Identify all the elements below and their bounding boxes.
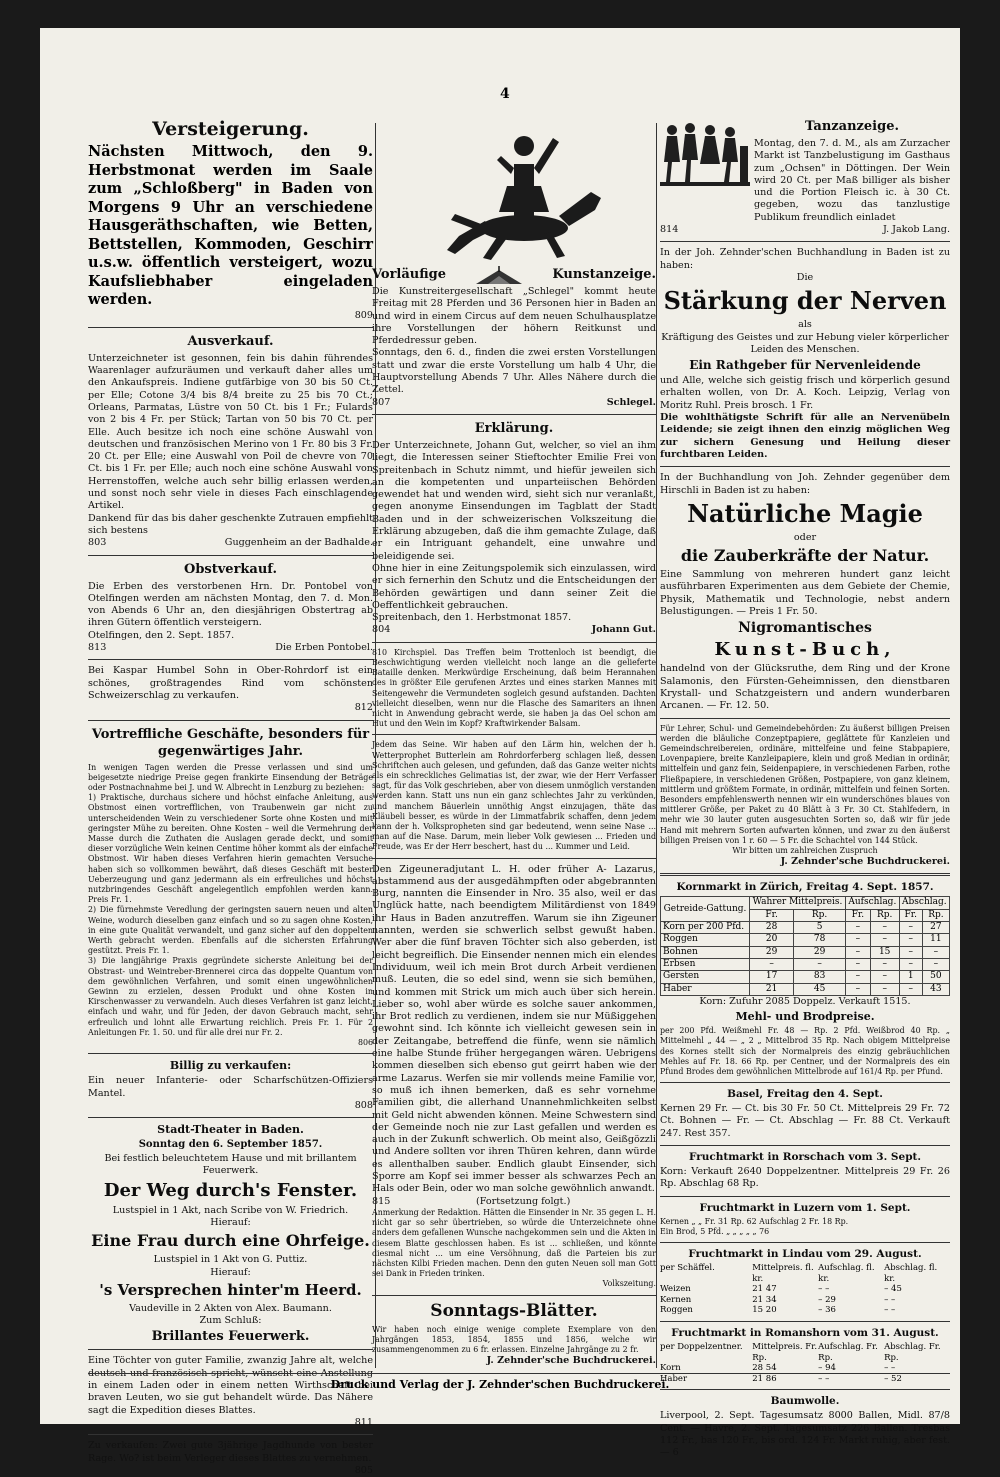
magie-intro: In der Buchhandlung von Joh. Zehnder gegenüber dem Hirschli in Baden ist zu haben:	[660, 472, 950, 496]
mehl-body: per 200 Pfd. Weißmehl Fr. 48 — Rp. 2 Pfd. Weißbrod 40 Rp. „ Mittelmehl „ 44 — „ 2 „ Mittelbrod 35 Rp. Nach obigem Mittelpreise des Kornes stellt sich der Normalpreis des einzig gebräuchlichen Mehles auf Fr. 18. 66 Rp. per Centner, und der Normalpreis des ein Pfund Brodes dem gewöhnlichen Mittelbrode auf 161/4 Rp. per Pfund.	[660, 1026, 950, 1076]
geschaefte-num: 806	[357, 1038, 373, 1047]
staerkung-bold: Die wohlthätigste Schrift für alle an Nervenübeln Leidende; sie zeigt ihnen den einzig möglichen Weg zur sichern Genesung und Heilung dieser furchtbaren Leiden.	[660, 412, 950, 460]
market-cell: – –	[884, 1305, 896, 1316]
magie-kunst: Kunst-Buch,	[714, 639, 896, 661]
versteigerung-title: Versteigerung.	[152, 118, 309, 140]
kunst-title-b: Kunstanzeige.	[552, 267, 656, 282]
grain-cell: 28	[750, 922, 794, 934]
market-header-cell: Abschlag. Fr. Rp.	[884, 1341, 941, 1363]
ad-kunst	[372, 116, 656, 409]
kunst-num: 807	[372, 396, 391, 408]
ad-erklaerung	[372, 420, 656, 637]
ad-jagd	[88, 1440, 373, 1477]
ad-obstverkauf	[88, 561, 373, 655]
subheader: Rp.	[922, 909, 949, 921]
table-row	[661, 958, 950, 970]
hierauf-1: Hierauf:	[210, 1216, 251, 1228]
erklaerung-body: Der Unterzeichnete, Johann Gut, welcher, so viel an ihm liegt, die Interessen seiner Stieftochter Emilie Frei von Spreitenbach in Schutz nimmt, und hiefür jeweilen sich an die kompetenten und unparteiischen Behörden gewendet hat und wenden wird, sieht sich nur veranlaßt, gegen anonyme Einsendungen im Tagblatt der Stadt Baden und in der schweizerischen Volkszeitung die Erklärung abzugeben, daß die ihm gemachte Zulage, daß er ein Intriguant gehandelt, eine unwahre und beleidigende sei.	[372, 439, 656, 562]
grain-cell: –	[846, 971, 871, 983]
market-header-cell: per Schäffel.	[660, 1263, 715, 1274]
grain-cell: –	[846, 934, 871, 946]
geschaefte-intro: In wenigen Tagen werden die Presse verlassen und sind um beigesetzte niedrige Preise gegen frankirte Einsendung der Beträge oder Postnachnahme bei J. und W. Albrecht in Lenzburg zu beziehen:	[88, 762, 373, 792]
grain-cell: –	[750, 958, 794, 970]
erklaerung-num: 804	[372, 624, 391, 636]
grain-name: Korn per 200 Pfd.	[661, 922, 750, 934]
grain-cell: 27	[922, 922, 949, 934]
romanshorn-title: Fruchtmarkt in Romanshorn vom 31. August.	[671, 1326, 939, 1339]
column-3	[660, 116, 950, 1460]
play2-sub: Lustspiel in 1 Akt von G. Puttiz.	[153, 1254, 308, 1266]
theater-date: Sonntag den 6. September 1857.	[138, 1139, 323, 1151]
subheader: Fr.	[846, 909, 871, 921]
market-cell: 21 86	[752, 1373, 777, 1384]
grain-cell: 45	[794, 983, 846, 995]
ad-sonntags	[372, 1301, 656, 1368]
staerkung-rath: Ein Rathgeber für Nervenleidende	[689, 358, 921, 373]
grain-cell: 21	[750, 983, 794, 995]
theater-intro: Bei festlich beleuchtetem Hause und mit brillantem Feuerwerk.	[104, 1153, 357, 1177]
magie-nigro: Nigromantisches	[738, 620, 872, 637]
kornmarkt-title: Kornmarkt in Zürich, Freitag 4. Sept. 1857.	[676, 881, 934, 894]
staerkung-die: Die	[796, 271, 814, 283]
magie-body2: handelnd von der Glücksruthe, dem Ring und der Krone Salamonis, den Fürsten-Geheimnissen, den dienstbaren Krystall- und Schatzgeistern und andern wunderbaren Arcanen. — Fr. 12. 50.	[660, 663, 950, 712]
luzern-row: Ein Brod, 5 Pfd. „ „ „ „ „ 76	[660, 1226, 770, 1236]
mehl-title: Mehl- und Brodpreise.	[735, 1010, 875, 1024]
subheader: Rp.	[794, 909, 846, 921]
market-cell: 21 47	[752, 1284, 777, 1295]
grain-name: Roggen	[661, 934, 750, 946]
market-cell: Korn	[660, 1363, 681, 1374]
sonntags-body: Wir haben noch einige wenige complete Exemplare von den Jahrgängen 1853, 1854, 1855 und 1856, welche wir zusammengenommen zu 6 fr. erlassen. Einzelne Jahrgänge zu 2 fr.	[372, 1324, 656, 1354]
play3-sub: Vaudeville in 2 Akten von Alex. Baumann.	[129, 1302, 332, 1314]
grain-cell: –	[922, 946, 949, 958]
table-row	[661, 934, 950, 946]
obstverkauf-sign: Die Erben Pontobel.	[275, 642, 373, 654]
tanz-body: Montag, den 7. d. M., als am Zurzacher Markt ist Tanzbelustigung im Gasthaus zum „Ochsen" in Döttingen. Der Wein wird 20 Ct. per Maß billiger als bisher und die Portion Fleisch ic. à 30 Ct. gegeben, wozu das tanzlustige Publikum freundlich einladet	[754, 138, 950, 223]
market-cell: Kernen	[660, 1294, 692, 1305]
market-cell: Roggen	[660, 1305, 693, 1316]
baumwolle-title: Baumwolle.	[770, 1395, 840, 1408]
billig-body: Ein neuer Infanterie- oder Scharfschützen-Offiziers Mantel.	[88, 1075, 373, 1099]
staerkung-als: als	[798, 319, 812, 331]
volkszeitung-sign: Volkszeitung.	[602, 1279, 656, 1289]
grain-cell: 5	[794, 922, 846, 934]
header-aufschlag: Aufschlag.	[846, 897, 900, 909]
erklaerung-sign: Johann Gut.	[591, 624, 656, 636]
tanz-sign: J. Jakob Lang.	[882, 224, 950, 236]
tochter-body: Eine Töchter von guter Familie, zwanzig Jahre alt, welche deutsch und französisch spricht, wünscht eine Anstellung in einem Laden oder in einem netten Wirthschaft bei braven Leuten, wo sie gut behandelt würde. Das Nähere sagt die Expedition dieses Blattes.	[88, 1355, 373, 1416]
zigeuner-text: Den Zigeuneradjutant L. H. oder früher A- Lazarus, abstammend aus der ausgedähmpften oder abgebrannten Burg, nannten die Einsender in Nro. 35 also, weil er das Unglück hatte, nach beendigtem Militärdienst von 1849 ihr Haus in Baden anzutreffen. Warum sie ihn Zigeuner nannten, werden sie schwerlich selbst gewußt haben. Wer aber die fünf braven Töchter sich also geberden, ist leicht begreiflich. Die Einsender nennen mich ein elendes Individuum, weil ich mein Brot durch Arbeit verdienen muß. Leuten, die so edel sind, wenn sie sich bemühen, und kommen mit Strick um mich auch über sich herein. Lieber so, wohl aber würde es solche sauer ankommen, ihr Brot redlich zu verdienen, indem sie nur Müßiggehen gewohnt sind. Ich könnte ich vielleicht gewesen sein in der Zeitangabe, betreffend die fünfe, wenn sie nämlich eine halbe Stunde früher hergegangen wären. Uebrigens kommen dieselben sich ebenso gut geirrt haben wie der arme Lazarus. Werfen sie mir vollends meine Familie vor, so muß ich ihnen bemerken, daß es sehr vornehme Familien gibt, die allerhand Unannehmlichkeiten selbst mit Geld nicht abwenden können. Meine Schwestern sind der Gemeinde noch nie zur Last gefallen und werden es auch in der Zukunft schwerlich. Ob meint also, Geißgözzli und Andere sollten vor ihren Thüren kehren, dann würde es allenthalben sauber. Endlich glaubt Einsender, sich Sporre am Kopf sei immer besser als schwarzes Pech an Hals oder Bein, oder wo man solche gewöhnlich anwandt.	[372, 863, 656, 1195]
kunst-sign: Schlegel.	[606, 396, 656, 408]
grain-cell: –	[846, 946, 871, 958]
grain-cell: 20	[750, 934, 794, 946]
geschaefte-p3: 3) Die langjährige Praxis gegründete sicherste Anleitung bei der Obstrast- und Weintreber-Brennerei circa das doppelte Quantum von dem gewöhnlichen Verfahren, und somit einen ungewöhnlichen Gewinn zu erzielen, dessen Produkt und ohne Kosten in Kirschenwasser zu verwandeln. Auch dieses Verfahren ist ganz leicht, einfach und wahr, und für Jeden, der davon Gebrauch macht, sehr erfreulich und lohnt alle Erwartung reichlich. Preis Fr. 1. Für 2 Anleitungen Fr. 1. 50. und für alle drei nur Fr. 2.	[88, 956, 373, 1037]
ad-magie	[660, 472, 950, 712]
staerkung-sub: Kräftigung des Geistes und zur Hebung vieler körperlicher Leiden des Menschen.	[661, 331, 949, 355]
grain-cell: –	[846, 958, 871, 970]
basel-body: Kernen 29 Fr. — Ct. bis 30 Fr. 50 Ct. Mittelpreis 29 Fr. 72 Ct. Bohnen — Fr. — Ct. Abschlag — Fr. 88 Ct. Verkauft 247. Rest 357.	[660, 1103, 950, 1139]
ad-versteigerung	[88, 118, 373, 322]
column-1	[88, 116, 373, 1477]
header-mittelpreis: Wahrer Mittelpreis.	[750, 897, 846, 909]
grain-name: Gersten	[661, 971, 750, 983]
billig-title: Billig zu verkaufen:	[169, 1059, 292, 1073]
market-cell: 28 54	[752, 1363, 777, 1374]
ausverkauf-sign: Guggenheim an der Badhalde.	[224, 537, 373, 549]
market-cell: 21 34	[752, 1294, 777, 1305]
grain-cell: –	[870, 934, 899, 946]
ad-humbel	[88, 665, 373, 714]
lehrer-body: Für Lehrer, Schul- und Gemeindebehörden: Zu äußerst billigen Preisen werden die bläuliche Conzeptpapiere, geglättete für Kanzleien und Gemeindschreibereien, ordinäre, mittelfeine und feine Stabpapiere, Lovenpapiere, breite Kanzleipapiere, klein und groß Median in ordinär, mittelfein und ganz fein, Seidenpapiere, in verschiedenen Farben, rothe Fließpapiere, in verschiedenen Größen, Postpapiere, von ganz kleinem, mittlerm und größtem Formate, in ordinär, mittelfein und feinen Sorten. Besonders empfehlenswerth nennen wir ein wunderschönes blaues von mittlerer Größe, per Paket zu 40 Blätt à 3 Fr. 30 Ct. Stahlfedern, in mehr wie 30 lauter guten ausgesuchten Sorten so, daß wir für jede Hand mit mehrern Sorten aufwarten können, und zwar zu den äußerst billigen Preisen von 1 r. 60 — 5 Fr. die Schachtel von 144 Stück.	[660, 723, 951, 845]
obstverkauf-date: Otelfingen, den 2. Sept. 1857.	[88, 629, 235, 641]
market-cell: Haber	[660, 1373, 688, 1384]
lindau-table	[660, 1263, 950, 1316]
table-row	[661, 983, 950, 995]
market-cell: 15 20	[752, 1305, 777, 1316]
erklaerung-title: Erklärung.	[474, 420, 554, 436]
grain-name: Haber	[661, 983, 750, 995]
geschaefte-p1: 1) Praktische, durchaus sichere und höchst einfache Anleitung, aus Obstmost einen vortrefflichen, von Traubenwein gar nicht zu unterscheidenden Wein zu verschiedener Sorte ohne Kosten und mit geringster Mühe zu bereiten. Ohne Kosten – weil die Vermehrung der Masse durch die Zuthaten die Auslagen gerade deckt, und somit dieser vorzügliche Wein keinen Centime höher kommt als der einfache Obstmost. Wir haben dieses Verfahren hierin gemachten Versuche haben sich so vollkommen bewährt, daß dieses Geschäft mit bester Ueberzeugung und ganz jedermann als ein erfreuliches und höchst nutzbringendes Geschäft angelegentlich empfohlen werden kann. Preis Fr. 1.	[88, 793, 373, 905]
dancers-illustration	[660, 116, 750, 188]
play3-title: 's Versprechen hinter'm Heerd.	[99, 1280, 362, 1299]
anmerkung-text: Anmerkung der Redaktion. Hätten die Einsender in Nr. 35 gegen L. H. nicht gar so sehr übertrieben, so würde die Unterzeichnete ohne anders dem gefallenen Wunsche nachgekommen sein und die Akten in diesem Blatte geschlossen haben. Es ist ... schließen, und könnte diesmal nicht ... um eine Versöhnung, daß die Parteien bis zur nächsten Kilbi Frieden machen. Denn den guten Neuen soll man Gott sei Dank in Frieden trinken.	[372, 1207, 656, 1279]
theater-title: Stadt-Theater in Baden.	[157, 1123, 304, 1137]
market-header-cell: per Doppelzentner.	[660, 1341, 743, 1352]
jagd-num: 805	[354, 1464, 373, 1476]
grain-cell: –	[846, 922, 871, 934]
obstverkauf-title: Obstverkauf.	[184, 561, 277, 577]
ad-tanz	[660, 116, 950, 236]
subheader: Rp.	[870, 909, 899, 921]
grain-cell: –	[899, 934, 922, 946]
page-number: 4	[500, 86, 510, 102]
magie-oder: oder	[793, 531, 817, 543]
magie-title2: die Zauberkräfte der Natur.	[680, 546, 930, 566]
table-row	[661, 922, 950, 934]
lehrer-sign: J. Zehnder'sche Buchdruckerei.	[780, 856, 950, 868]
footer-rule	[88, 1373, 950, 1374]
sonntags-sign: J. Zehnder'sche Buchdruckerei.	[486, 1355, 656, 1367]
staerkung-title: Stärkung der Nerven	[663, 286, 947, 316]
magie-title: Natürliche Magie	[687, 498, 923, 528]
billig-num: 808	[354, 1099, 373, 1111]
grain-cell: –	[870, 983, 899, 995]
erklaerung-date: Spreitenbach, den 1. Herbstmonat 1857.	[372, 612, 572, 624]
play4-title: Brillantes Feuerwerk.	[151, 1329, 310, 1345]
grain-cell: –	[794, 958, 846, 970]
grain-cell: 43	[922, 983, 949, 995]
market-header-cell: Abschlag. fl. kr.	[884, 1263, 938, 1284]
market-cell: – –	[884, 1363, 896, 1374]
grain-cell: –	[870, 971, 899, 983]
market-cell: – 45	[884, 1284, 902, 1295]
market-cell: – 52	[884, 1373, 902, 1384]
luzern-title: Fruchtmarkt in Luzern vom 1. Sept.	[699, 1201, 911, 1214]
subheader: Fr.	[899, 909, 922, 921]
obstverkauf-num: 813	[88, 642, 107, 654]
kornmarkt-zuerich	[660, 881, 950, 1077]
basel-title: Basel, Freitag den 4. Sept.	[727, 1088, 883, 1101]
market-header-cell: Mittelpreis. fl. kr.	[752, 1263, 814, 1284]
grain-name: Bohnen	[661, 946, 750, 958]
kunst-body: Die Kunstreitergesellschaft „Schlegel" kommt heute Freitag mit 28 Pferden und 36 Personen hier in Baden an und wird in einem Circus auf dem neuen Schulhausplatze ihre Vorstellungen der höhern Reitkunst und Pferdedressur geben.	[372, 286, 656, 347]
ausverkauf-num: 803	[88, 537, 107, 549]
market-cell: Weizen	[660, 1284, 691, 1295]
market-cell: – –	[884, 1294, 896, 1305]
kunst-body2: Sonntags, den 6. d., finden die zwei ersten Vorstellungen statt und zwar die erste Vorstellung um halb 4 Uhr, die Hauptvorstellung Abends 7 Uhr. Alles Nähere durch die Zettel.	[372, 347, 656, 396]
jagd-body: Zu verkaufen: Zwei gute 3jährige Jagdhunde von bester Rage. Wo? ist beim Verleger dieses Blattes zu vernehmen.	[88, 1440, 373, 1464]
ad-staerkung	[660, 247, 950, 461]
ausverkauf-body2: Dankend für das bis daher geschenkte Zutrauen empfiehlt sich bestens	[88, 512, 373, 536]
grain-cell: 15	[870, 946, 899, 958]
versteigerung-num: 809	[354, 309, 373, 321]
market-cell: – 36	[818, 1305, 836, 1316]
tanz-title: Tanzanzeige.	[804, 119, 900, 134]
column-rule-right	[656, 123, 657, 1368]
play2-title: Eine Frau durch eine Ohrfeige.	[91, 1231, 370, 1251]
grain-cell: –	[899, 946, 922, 958]
grain-cell: 11	[922, 934, 949, 946]
grain-name: Erbsen	[661, 958, 750, 970]
sonntags-title: Sonntags-Blätter.	[430, 1300, 598, 1321]
obstverkauf-body: Die Erben des verstorbenen Hrn. Dr. Pontobel von Otelfingen werden am nächsten Montag, den 7. d. Mon. von Abends 6 Uhr an, den diesjährigen Obstertrag ab ihren Gütern öffentlich versteigern.	[88, 580, 373, 629]
market-header-cell: Mittelpreis. Fr. Rp.	[752, 1341, 818, 1363]
play1-title: Der Weg durch's Fenster.	[103, 1179, 358, 1201]
grain-cell: –	[899, 958, 922, 970]
erklaerung-body2: Ohne hier in eine Zeitungspolemik sich einzulassen, wird er sich fernerhin den Schutz und die Entscheidungen der Behörden gewärtigen und dann seiner Zeit die Oeffentlichkeit gebrauchen.	[372, 562, 656, 611]
grain-cell: –	[870, 922, 899, 934]
ad-ausverkauf	[88, 333, 373, 550]
grain-cell: 29	[794, 946, 846, 958]
kornmarkt-zufuhr: Korn: Zufuhr 2085 Doppelz. Verkauft 1515.	[699, 995, 911, 1007]
table-row	[661, 971, 950, 983]
geschaefte-title: Vortreffliche Geschäfte, besonders für gegenwärtiges Jahr.	[91, 726, 370, 759]
kunst-title-a: Vorläufige	[372, 267, 447, 282]
grain-cell: –	[870, 958, 899, 970]
play1-sub: Lustspiel in 1 Akt, nach Scribe von W. Friedrich.	[112, 1204, 349, 1216]
header-gattung: Getreide-Gattung.	[661, 897, 750, 922]
schluss-label: Zum Schluß:	[199, 1315, 262, 1327]
grain-cell: –	[846, 983, 871, 995]
magie-body: Eine Sammlung von mehreren hundert ganz leicht ausführbaren Experimenten aus dem Gebiete der Chemie, Physik, Mathematik und Technologie, nebst andern Belustigungen. — Preis 1 Fr. 50.	[660, 569, 950, 618]
footer-imprint: Druck und Verlag der J. Zehnder'schen Buchdruckerei.	[330, 1378, 670, 1391]
grain-cell: –	[922, 958, 949, 970]
hierauf-2: Hierauf:	[210, 1266, 251, 1278]
market-header-cell: Aufschlag. fl. kr.	[818, 1263, 875, 1284]
luzern-row: Kernen „ „ Fr. 31 Rp. 62 Aufschlag 2 Fr. 18 Rp.	[660, 1216, 849, 1226]
ad-geschaefte	[88, 726, 373, 1049]
market-cell: – –	[818, 1373, 830, 1384]
grain-cell: 29	[750, 946, 794, 958]
grain-cell: 17	[750, 971, 794, 983]
ausverkauf-body: Unterzeichneter ist gesonnen, fein bis dahin führendes Waarenlager aufzuräumen und verkauft daher alles um den Ankaufspreis. Indiene gutfärbige von 30 bis 50 Ct. per Elle; Cotone 3/4 bis 8/4 breite zu 25 bis 70 Ct.; Orleans, Parmatas, Lüstre von 50 Ct. bis 1 Fr.; Fulards von 2 bis 4 Fr. per Stück; Tartan von 50 bis 70 Ct. per Elle. Auch besitze ich noch eine schöne Auswahl von deutschen und französischen Merino von 1 Fr. 80 bis 3 Fr. 20 Ct. per Elle; eine Auswahl von Poil de chevre von 70 Ct. bis 1 Fr. per Elle; auch noch eine schöne Auswahl von Herrenstoffen, welche auch sehr billig erlassen werden, und sonst noch sehr viele in dieses Fach einschlagende Artikel.	[88, 352, 373, 512]
ad-theater	[88, 1123, 373, 1344]
table-row	[661, 946, 950, 958]
circus-tent-icon	[474, 264, 524, 286]
subheader: Fr.	[750, 909, 794, 921]
jedem-das-seine-text: Jedem das Seine. Wir haben auf den Lärm hin, welchen der h. Wetterprophet Butterlein am Rohrdorferberg schlagen ließ, dessen Schriftchen auch gelesen, und gefunden, daß das Ganze weiter nichts als ein schreckliches Gelimatias ist, der zwar, wie der Herr Verfasser sagt, für das Volk geschrieben, aber von diesem unmöglich verstanden werden kann. Statt uns nun ein ganz schlechtes Jahr zu verkünden, und manchem Bäuerlein unnöthig Angst einzujagen, thäte das Kläubeli besser, es würde in der Limmatfabrik schaffen, denn jedem kann der h. Volkspropheten sind gar bedeutend, wenn seine Nase ... man auf die Nase. Darum, mein lieber Volk gewiesen ... Frieden und Freude, was Er der Herr beschert, hast du ... Kummer und Leid.	[372, 740, 656, 852]
staerkung-intro: In der Joh. Zehnder'schen Buchhandlung in Baden ist zu haben:	[660, 247, 950, 271]
kornmarkt-table	[660, 896, 950, 995]
grain-cell: 83	[794, 971, 846, 983]
staerkung-body: und Alle, welche sich geistig frisch und körperlich gesund erhalten wollen, von Dr. A. Koch. Leipzig, Verlag von Moritz Ruhl. Preis brosch. 1 Fr.	[660, 375, 950, 411]
grain-cell: 78	[794, 934, 846, 946]
horse-rider-illustration	[419, 116, 609, 264]
lindau-title: Fruchtmarkt in Lindau vom 29. August.	[688, 1248, 922, 1261]
market-cell: – –	[818, 1284, 830, 1295]
rorschach-body: Korn: Verkauft 2640 Doppelzentner. Mittelpreis 29 Fr. 26 Rp. Abschlag 68 Rp.	[660, 1166, 950, 1190]
rorschach-title: Fruchtmarkt in Rorschach vom 3. Sept.	[688, 1151, 922, 1164]
lehrer-bitte: Wir bitten um zahlreichen Zuspruch	[732, 845, 878, 855]
market-header-cell: Aufschlag. Fr. Rp.	[818, 1341, 878, 1363]
ad-lehrer	[660, 724, 950, 869]
grain-cell: 50	[922, 971, 949, 983]
grain-cell: –	[899, 983, 922, 995]
versteigerung-body: Nächsten Mittwoch, den 9. Herbstmonat werden im Saale zum „Schloßberg" in Baden von Morgens 9 Uhr an verschiedene Hausgeräthschaften, wie Betten, Bettstellen, Kommoden, Geschirr u.s.w. öffentlich versteigert, wozu Kaufsliebhaber eingeladen werden.	[88, 143, 373, 308]
humbel-body: Bei Kaspar Humbel Sohn in Ober-Rohrdorf ist ein schönes, großtragendes Rind vom schönsten Schweizerschlag zu verkaufen.	[88, 665, 373, 701]
fortsetzung: (Fortsetzung folgt.)	[475, 1195, 571, 1207]
ad-billig	[88, 1059, 373, 1112]
market-cell: – 94	[818, 1363, 836, 1374]
newspaper-page	[40, 28, 960, 1476]
tanz-num: 814	[660, 224, 679, 236]
kirchspiel-text: 810 Kirchspiel. Das Treffen beim Trottenloch ist beendigt, die Beschwichtigung werden vielleicht noch lange an die gelieferte Bataille denken. Merkwürdige Erscheinung, daß beim Herannahen des in größter Eile gerufenen Arztes und eines starken Mannes mit Seitengewehr die Vermundeten sogleich gesund aufstanden. Dachten vielleicht dieselben, wenn nur die Flasche des Samariters an ihnen nicht in Anwendung gebracht werde, sie haben ja das Oel schon am Hut und den Wein im Kopf? Kraftwirkender Balsam.	[372, 647, 656, 729]
tochter-num: 811	[354, 1416, 373, 1428]
humbel-num: 812	[354, 702, 373, 714]
grain-cell: –	[899, 922, 922, 934]
geschaefte-p2: 2) Die fürnehmste Veredlung der geringsten sauern neuen und alten Weine, wodurch dieselben ganz einfach und so zu sagen ohne Kosten, in eine gute Qualität verwandelt, und ganz sicher auf den doppelten Werth gebracht werden. Ebenfalls auf die sichersten Erfahrung gestützt. Preis Fr. 1.	[88, 905, 373, 956]
ausverkauf-title: Ausverkauf.	[187, 333, 274, 349]
baumwolle-body: Liverpool, 2. Sept. Tagesumsatz 8000 Ballen, Midl. 87/8 Cent. — Havre, 2. Sept. Tagesumsatz 226 Ballen. Tresbas 112 Fr., bas 120 Fr., bis ord. 124 Fr. Markt ruhig, aber fest. — 6	[660, 1410, 950, 1459]
zigeuner-num: 815	[372, 1195, 391, 1207]
ad-tochter	[88, 1355, 373, 1429]
column-2	[372, 116, 656, 1367]
header-abschlag: Abschlag.	[899, 897, 949, 909]
market-cell: – 29	[818, 1294, 836, 1305]
grain-cell: 1	[899, 971, 922, 983]
